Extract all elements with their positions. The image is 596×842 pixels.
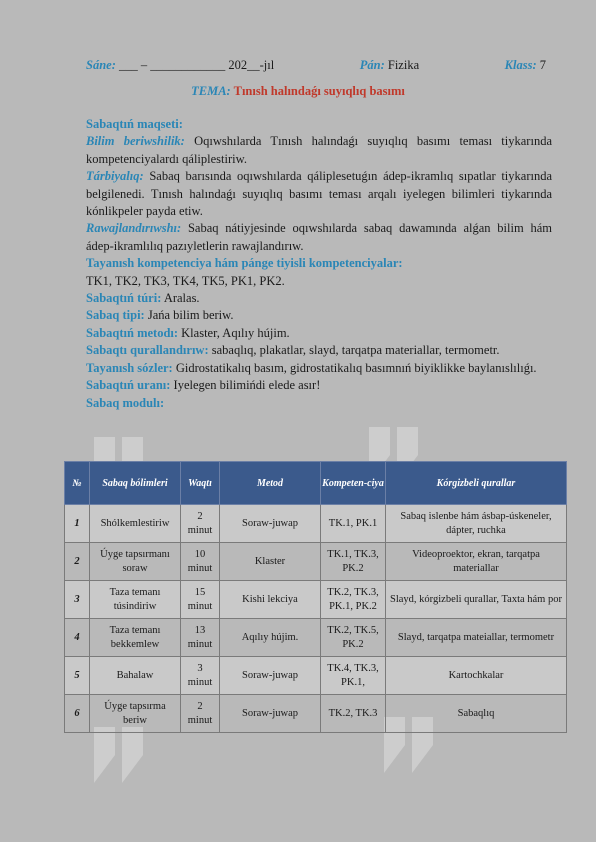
section-heading: Sabaqtıń maqseti: [86,117,183,131]
paragraph: Sabaqtıń uranı: Iyelegen bilimińdi elede asır! [86,378,321,393]
cell: TK.1, PK.1 [321,505,386,543]
paragraph: Bilim beriwshilik: Oqıwshılarda Tınısh halındaǵı suyıqlıq basımı teması tiykarında kompetenciyalardı qáliplestiriw. [86,134,552,166]
cell: Klaster [220,543,321,581]
col-time: Waqtı [181,462,220,505]
cell: 2 minut [181,695,220,733]
col-method: Metod [220,462,321,505]
col-competency: Kompeten-ciya [321,462,386,505]
table-row [65,543,567,581]
table-row [65,657,567,695]
cell: 1 [65,505,90,543]
cell: TK.2, TK.5, PK.2 [321,619,386,657]
cell: 13 minut [181,619,220,657]
table-row [65,581,567,619]
lesson-plan-body [86,116,552,412]
paragraph: Tárbiyalıq: Sabaq barısında oqıwshılarda qáliplesetuǵın ádep-ikramlıq sıpatlar tiykarında belgilenedi. Tınısh halındaǵı suyıqlıq basımı teması arqalı iyelegen bilimleri tiykarında kónlikpeler payda etiw. [86,169,553,219]
class-field: Klass: 7 [504,58,546,72]
cell: Videoproektor, ekran, tarqatpa materiallar [386,543,567,581]
col-materials: Kórgizbeli qurallar [386,462,567,505]
cell: 6 [65,695,90,733]
cell: Soraw-juwap [220,695,321,733]
cell: 2 minut [181,505,220,543]
cell: 3 [65,581,90,619]
cell: Taza temanı bekkemlew [90,619,181,657]
cell: Sabaqlıq [386,695,567,733]
table-row [65,505,567,543]
paragraph: Sabaqtı qurallandırıw: sabaqlıq, plakatlar, slayd, tarqatpa materiallar, termometr. [86,343,500,358]
date-field: Sáne: ___ – ____________ 202__-jıl [86,58,275,72]
cell: 15 minut [181,581,220,619]
cell: TK.1, TK.3, PK.2 [321,543,386,581]
cell: Úyge tapsırma beriw [90,695,181,733]
lesson-topic: TEMA: Tınısh halındaǵı suyıqlıq basımı [191,84,405,98]
col-number: № [65,462,90,505]
section-heading: Sabaq modulı: [86,395,165,410]
cell: TK.4, TK.3, PK.1, [321,657,386,695]
cell: Úyge tapsırmanı soraw [90,543,181,581]
col-sections: Sabaq bólimleri [90,462,181,505]
cell: Bahalaw [90,657,181,695]
paragraph: Rawajlandırıwshı: Sabaq nátiyjesinde oqıwshılarda sabaq dawamında alǵan bilim hám ádep-ikramlılıq pazıyletlerin rawajlandırıw. [86,221,553,253]
cell: Kartochkalar [386,657,567,695]
cell: Aqılıy hújim. [220,619,321,657]
cell: Slayd, kórgizbeli qurallar, Taxta hám por [386,581,567,619]
paragraph: TK1, TK2, TK3, TK4, TK5, PK1, PK2. [86,273,285,288]
section-heading: Tayanısh kompetenciya hám pánge tiyisli kompetenciyalar: [86,256,403,271]
cell: 4 [65,619,90,657]
cell: 2 [65,543,90,581]
table-row [65,619,567,657]
cell: Taza temanı túsindiriw [90,581,181,619]
document-header [86,58,546,73]
paragraph: Sabaqtıń metodı: Klaster, Aqılıy hújim. [86,325,290,340]
cell: 3 minut [181,657,220,695]
cell: Soraw-juwap [220,505,321,543]
cell: Slayd, tarqatpa mateiallar, termometr [386,619,567,657]
subject-field: Pán: Fizika [359,58,420,72]
table-header-row [65,462,567,505]
cell: TK.2, TK.3 [321,695,386,733]
table-row [65,695,567,733]
paragraph: Sabaq tipi: Jańa bilim beriw. [86,308,234,323]
paragraph: Tayanısh sózler: Gidrostatikalıq basım, gidrostatikalıq basımnıń biyiklikke baylanıslılıǵı. [86,360,537,375]
cell: 10 minut [181,543,220,581]
cell: TK.2, TK.3, PK.1, PK.2 [321,581,386,619]
cell: Sabaq islenbe hám ásbap-úskeneler, dápter, ruchka [386,505,567,543]
cell: Kishi lekciya [220,581,321,619]
cell: Soraw-juwap [220,657,321,695]
cell: Shólkemlestiriw [90,505,181,543]
lesson-module-table [64,461,567,733]
paragraph: Sabaqtıń túri: Aralas. [86,291,200,306]
cell: 5 [65,657,90,695]
